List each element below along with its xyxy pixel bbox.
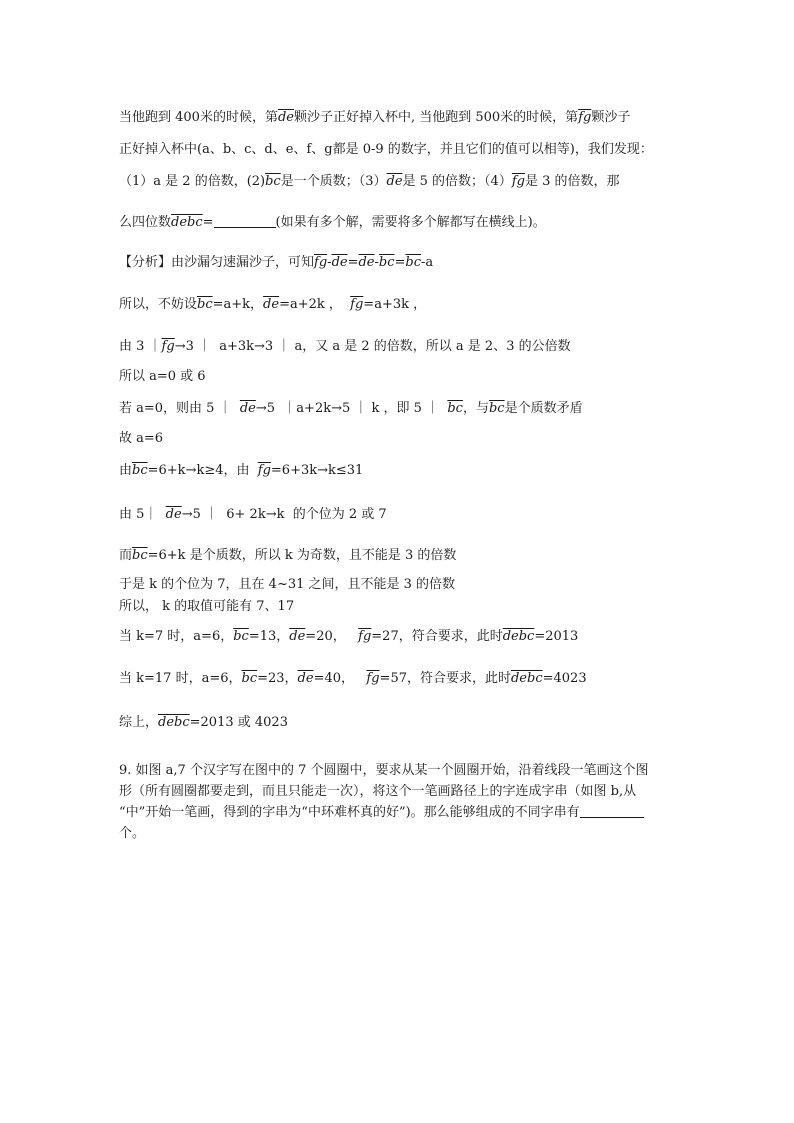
text: →5 ｜ 6+ 2k→k 的个位为 2 或 7 xyxy=(181,507,387,522)
overline-number: $\overline{de}$ xyxy=(165,507,182,522)
analysis-line5 xyxy=(119,399,583,419)
text: 由 3 ｜ xyxy=(119,339,162,354)
overline-number: $\overline{de}$ xyxy=(331,255,348,270)
overline-number: $\overline{bc}$ xyxy=(132,548,148,563)
text: 由 xyxy=(119,463,133,478)
text: →3 ｜ a+3k→3 ｜ a，又 a 是 2 的倍数，所以 a 是 2、3 的公倍数 xyxy=(174,339,571,354)
problem8-line1 xyxy=(119,108,630,128)
overline-number: $\overline{de}$ xyxy=(263,297,280,312)
text: =4023 xyxy=(542,671,587,686)
text: 【分析】由沙漏匀速漏沙子，可知 xyxy=(119,255,315,270)
text: “中”开始一笔画，得到的字串为“中环难杯真的好”)。那么能够组成的不同字串有 xyxy=(119,805,580,820)
text: =6+k→k≥4，由 xyxy=(147,463,258,478)
text: 所以，不妨设 xyxy=(119,297,198,312)
text: =40， xyxy=(313,671,367,686)
text: =57，符合要求，此时 xyxy=(379,671,511,686)
analysis-line9 xyxy=(119,546,456,566)
text: 颗沙子正好掉入杯中, 当他跑到 500米的时候，第 xyxy=(293,110,579,125)
analysis-line14 xyxy=(119,713,288,733)
text: -a xyxy=(421,255,434,270)
overline-number: $\overline{fg}$ xyxy=(257,463,271,478)
text: （1）a 是 2 的倍数，(2) xyxy=(119,174,266,189)
overline-number: $\overline{fg}$ xyxy=(366,671,380,686)
overline-number: $\overline{de}$ xyxy=(277,110,294,125)
overline-number: $\overline{bc}$ xyxy=(378,255,395,270)
text: 当他跑到 400米的时候，第 xyxy=(119,110,278,125)
text: =23， xyxy=(257,671,298,686)
text: =13， xyxy=(248,629,290,644)
text: 由 5｜ xyxy=(119,507,166,522)
analysis-line8 xyxy=(119,505,387,525)
text: 是个质数矛盾 xyxy=(504,401,583,416)
analysis-line13 xyxy=(119,669,587,689)
text: (如果有多个解，需要将多个解都写在横线上)。 xyxy=(275,215,546,230)
overline-number: $\overline{bc}$ xyxy=(265,174,281,189)
overline-number: $\overline{de}$ xyxy=(289,629,306,644)
problem8-line4 xyxy=(119,213,546,233)
analysis-line10: 于是 k 的个位为 7，且在 4~31 之间，且不能是 3 的倍数 xyxy=(119,577,456,592)
answer-blank xyxy=(214,213,276,228)
text: =a+3k ， xyxy=(363,297,427,312)
text: =2013 xyxy=(534,629,579,644)
text: 当 k=7 时，a=6， xyxy=(119,629,234,644)
overline-number: debc xyxy=(502,629,535,644)
overline-number: $\overline{de}$ xyxy=(239,401,256,416)
text: 当 k=17 时，a=6， xyxy=(119,671,242,686)
text: = xyxy=(347,255,359,270)
analysis-line11: 所以， k 的取值可能有 7、17 xyxy=(119,599,295,614)
overline-number: $\overline{fg}$ xyxy=(350,297,364,312)
overline-number: debc xyxy=(510,671,543,686)
overline-number: $\overline{fg}$ xyxy=(511,174,525,189)
text: =27，符合要求，此时 xyxy=(371,629,503,644)
problem9-line2: 形（所有圆圈都要走到，而且只能走一次），将这个一笔画路径上的字连成字串（如图 b,从 xyxy=(119,784,637,799)
text: =a+k， xyxy=(212,297,264,312)
text: =6+3k→k≤31 xyxy=(270,463,364,478)
overline-number: $\overline{de}$ xyxy=(386,174,403,189)
analysis-line1 xyxy=(119,253,433,273)
overline-number: debc xyxy=(171,215,203,230)
overline-number: debc xyxy=(158,715,190,730)
problem9-line1: 9. 如图 a,7 个汉字写在图中的 7 个圆圈中，要求从某一个圆圈开始，沿着线段一笔画这个图 xyxy=(119,763,649,778)
text: 若 a=0，则由 5 ｜ xyxy=(119,401,240,416)
problem9-line4: 个。 xyxy=(119,826,146,841)
overline-number: $\overline{de}$ xyxy=(358,255,375,270)
problem9-line3 xyxy=(119,803,644,823)
text: 是 5 的倍数；（4） xyxy=(402,174,512,189)
analysis-line7 xyxy=(119,461,363,481)
text: 而 xyxy=(119,548,133,563)
analysis-line12 xyxy=(119,627,578,647)
answer-blank xyxy=(580,803,644,818)
text: =2013 或 4023 xyxy=(189,715,288,730)
problem8-line3 xyxy=(119,172,620,192)
text: =a+2k ， xyxy=(279,297,351,312)
problem8-line2: 正好掉入杯中(a、b、c、d、e、f、g都是 0-9 的数字，并且它们的值可以相等)，我们发现： xyxy=(119,142,653,157)
analysis-line6: 故 a=6 xyxy=(119,431,164,446)
overline-number: $\overline{bc}$ xyxy=(405,255,422,270)
text: 么四位数 xyxy=(119,215,172,230)
text: = xyxy=(394,255,406,270)
text: - xyxy=(327,255,332,270)
analysis-line4: 所以 a=0 或 6 xyxy=(119,369,206,384)
overline-number: $\overline{fg}$ xyxy=(578,110,592,125)
overline-number: $\overline{bc}$ xyxy=(233,629,249,644)
overline-number: $\overline{bc}$ xyxy=(132,463,148,478)
overline-number: $\overline{bc}$ xyxy=(488,401,505,416)
overline-number: $\overline{fg}$ xyxy=(358,629,372,644)
text: 综上， xyxy=(119,715,159,730)
text: →5 ｜a+2k→5 ｜ k ，即 5 ｜ xyxy=(255,401,448,416)
text: =20， xyxy=(305,629,359,644)
overline-number: $\overline{bc}$ xyxy=(447,401,463,416)
text: =6+k 是个质数，所以 k 为奇数，且不能是 3 的倍数 xyxy=(147,548,457,563)
overline-number: $\overline{bc}$ xyxy=(197,297,213,312)
overline-number: $\overline{fg}$ xyxy=(314,255,328,270)
overline-number: $\overline{fg}$ xyxy=(161,339,175,354)
overline-number: $\overline{bc}$ xyxy=(241,671,258,686)
text: - xyxy=(374,255,379,270)
text: = xyxy=(202,215,214,230)
analysis-line3 xyxy=(119,337,571,357)
text: 是 3 的倍数，那 xyxy=(524,174,620,189)
overline-number: $\overline{de}$ xyxy=(297,671,314,686)
text: ，与 xyxy=(462,401,489,416)
analysis-line2 xyxy=(119,295,426,315)
text: 颗沙子 xyxy=(591,110,631,125)
text: 是一个质数；（3） xyxy=(280,174,387,189)
